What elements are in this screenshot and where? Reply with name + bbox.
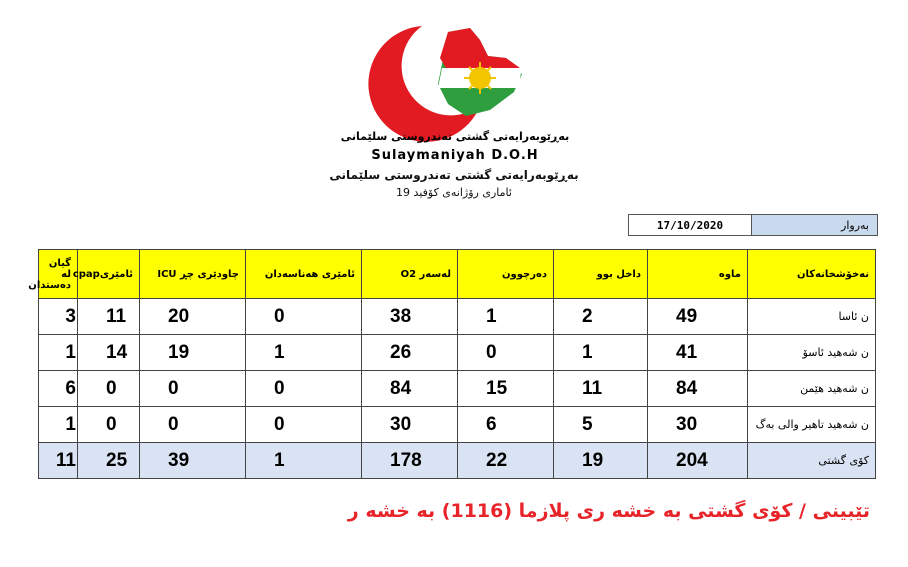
cell-value: 0 [78, 407, 140, 443]
cell-value: 1 [246, 335, 362, 371]
cell-value: 1 [554, 335, 648, 371]
total-value: 204 [648, 443, 748, 479]
cell-value: 0 [140, 371, 246, 407]
cell-value: 84 [648, 371, 748, 407]
hospital-stats-table [28, 249, 876, 479]
report-title: ئاماری رۆژانەی کۆفید 19 [396, 186, 512, 199]
cell-value: 0 [246, 299, 362, 335]
hospital-name: ن شەهید ئاسۆ [748, 335, 876, 371]
table-row [39, 407, 876, 443]
total-label: کۆی گشتی [748, 443, 876, 479]
cell-value: 15 [458, 371, 554, 407]
total-value: 19 [554, 443, 648, 479]
column-header: داخل بوو [554, 250, 648, 299]
cell-value: 6 [39, 371, 78, 407]
column-header: نەخۆشخانەکان [748, 250, 876, 299]
cell-value: 38 [362, 299, 458, 335]
total-value: 11 [39, 443, 78, 479]
cell-value: 84 [362, 371, 458, 407]
date-box [628, 214, 878, 236]
cell-value: 19 [140, 335, 246, 371]
cell-value: 1 [39, 335, 78, 371]
column-header: گیان لە دەستدان [39, 250, 78, 299]
doh-logo [330, 18, 580, 168]
total-value: 39 [140, 443, 246, 479]
column-header: چاودێری چڕ ICU [140, 250, 246, 299]
table-row [39, 299, 876, 335]
cell-value: 26 [362, 335, 458, 371]
date-value: 17/10/2020 [656, 218, 724, 232]
cell-value: 20 [140, 299, 246, 335]
cell-value: 5 [554, 407, 648, 443]
cell-value: 41 [648, 335, 748, 371]
date-label: بەروار [751, 215, 877, 235]
column-header: ماوە [648, 250, 748, 299]
cell-value: 0 [78, 371, 140, 407]
cell-value: 1 [458, 299, 554, 335]
table-header-row [39, 250, 876, 299]
cell-value: 2 [554, 299, 648, 335]
cell-value: 6 [458, 407, 554, 443]
total-value: 178 [362, 443, 458, 479]
table-row [39, 371, 876, 407]
column-header: دەرچوون [458, 250, 554, 299]
hospital-name: ن شەهید تاهیر والی بەگ [748, 407, 876, 443]
total-row [39, 443, 876, 479]
logo-title-en: Sulaymaniyah D.O.H [371, 148, 539, 163]
cell-value: 11 [554, 371, 648, 407]
cell-value: 30 [362, 407, 458, 443]
cell-value: 11 [78, 299, 140, 335]
cell-value: 1 [39, 407, 78, 443]
cell-value: 14 [78, 335, 140, 371]
cell-value: 0 [246, 407, 362, 443]
total-value: 22 [458, 443, 554, 479]
logo-title-ku: بەڕێوبەرایەتی گشتی تەندروستی سلێمانی [340, 130, 570, 143]
crescent-map-emblem [330, 18, 580, 168]
hospital-name: ن ئاسا [748, 299, 876, 335]
org-name: بەڕێوبەرایەتی گشتی تەندروستی سلێمانی [329, 168, 579, 182]
cell-value: 3 [39, 299, 78, 335]
column-header: ئامێری هەناسەدان [246, 250, 362, 299]
total-value: 25 [78, 443, 140, 479]
column-header: لەسەر O2 [362, 250, 458, 299]
hospital-name: ن شەهید هێمن [748, 371, 876, 407]
cell-value: 0 [458, 335, 554, 371]
cell-value: 30 [648, 407, 748, 443]
cell-value: 0 [140, 407, 246, 443]
column-header: ئامێریcpap [78, 250, 140, 299]
table-row [39, 335, 876, 371]
cell-value: 49 [648, 299, 748, 335]
cell-value: 0 [246, 371, 362, 407]
plasma-note: تێبینی / کۆی گشتی بە خشە ری پلازما (1116) بە خشە ر [347, 500, 870, 522]
total-value: 1 [246, 443, 362, 479]
